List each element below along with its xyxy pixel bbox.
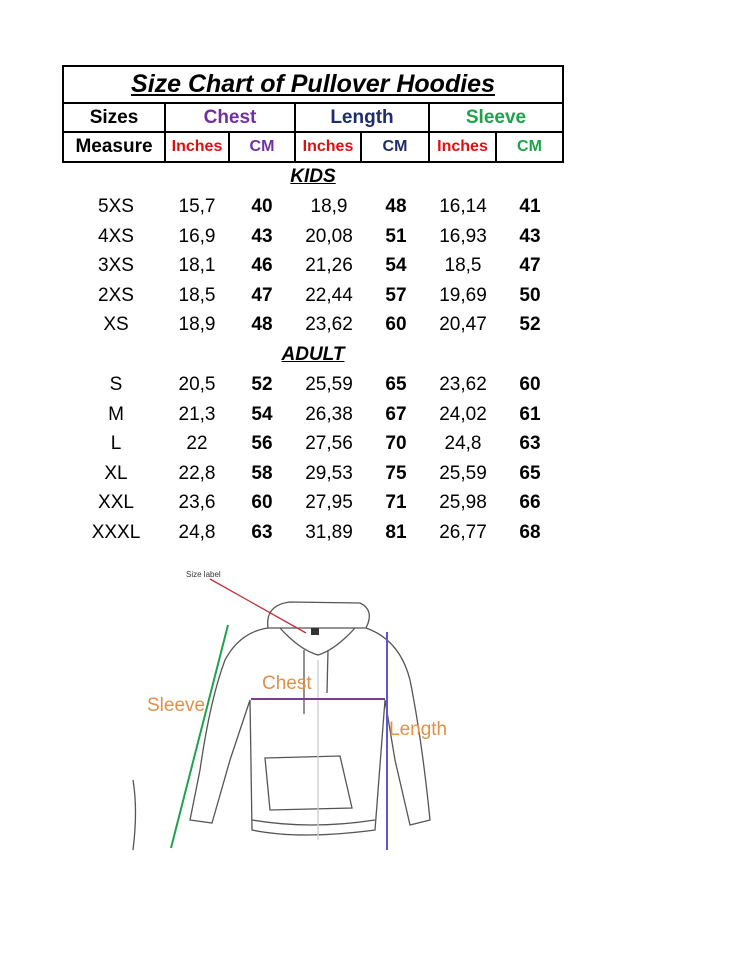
length-cm-cell: 48: [385, 196, 407, 217]
chest-header: Chest: [165, 103, 295, 132]
sleeve-inches-cell: 23,62: [439, 374, 487, 395]
length-cm-cell: 57: [385, 284, 407, 306]
size-cell: XXXL: [91, 522, 141, 543]
size-cell: XS: [103, 314, 129, 336]
chest-cm-cell: 60: [251, 492, 273, 514]
sleeve-inches-cell: 16,93: [439, 225, 487, 247]
chest-inches-cell: 22,8: [178, 462, 216, 484]
length-inches-cell: 22,44: [305, 284, 353, 306]
chest-cm-cell: 63: [251, 522, 273, 543]
length-inches-cell: 20,08: [305, 225, 353, 247]
size-cell: 3XS: [98, 255, 134, 277]
length-inches-cell: 31,89: [305, 522, 353, 543]
size-cell: S: [109, 374, 123, 395]
chest-inches-cell: 20,5: [178, 374, 216, 395]
length-inches-cell: 25,59: [305, 374, 353, 395]
size-label-arrow: [210, 579, 306, 633]
sleeve-inches-cell: 16,14: [439, 196, 487, 217]
chest-cm-cell: 47: [251, 284, 273, 306]
sleeve-inches-cell: 24,02: [439, 403, 487, 425]
sleeve-cm-cell: 43: [519, 225, 541, 247]
chest-inches-cell: 16,9: [178, 225, 216, 247]
chest-inches-cell: 18,1: [178, 255, 216, 277]
length-inches-cell: 18,9: [310, 196, 348, 217]
size-cell: 4XS: [98, 225, 134, 247]
size-cell: L: [110, 433, 122, 455]
section-heading: ADULT: [281, 344, 345, 365]
sleeve-inches-cell: 18,5: [444, 255, 482, 277]
length-inches-cell: 27,95: [305, 492, 353, 514]
length-inches-cell: 29,53: [305, 462, 353, 484]
chest-cm-cell: 56: [251, 433, 273, 455]
length-cm-header: CM: [361, 132, 429, 162]
chest-inches-header: Inches: [165, 132, 229, 162]
sleeve-cm-cell: 47: [519, 255, 541, 277]
chest-inches-cell: 18,5: [178, 284, 216, 306]
length-cm-cell: 67: [385, 403, 407, 425]
sleeve-measure-line: [171, 625, 228, 848]
chest-inches-cell: 24,8: [178, 522, 216, 543]
sleeve-cm-cell: 63: [519, 433, 541, 455]
chest-inches-cell: 22: [186, 433, 208, 455]
chest-inches-cell: 18,9: [178, 314, 216, 336]
length-label: Length: [389, 719, 448, 740]
chest-cm-cell: 48: [251, 314, 273, 336]
sleeve-cm-cell: 60: [519, 374, 541, 395]
section-heading: KIDS: [290, 166, 336, 187]
measure-header: Measure: [63, 132, 165, 162]
sleeve-label: Sleeve: [147, 695, 206, 716]
sleeve-cm-cell: 65: [519, 462, 541, 484]
sleeve-inches-cell: 25,59: [439, 462, 487, 484]
length-cm-cell: 70: [385, 433, 407, 455]
length-cm-cell: 54: [385, 255, 407, 277]
chest-cm-cell: 58: [251, 462, 273, 484]
sleeve-inches-cell: 19,69: [439, 284, 487, 306]
chest-cm-header: CM: [229, 132, 295, 162]
size-cell: 5XS: [98, 196, 134, 217]
size-cell: M: [108, 403, 124, 425]
sleeve-inches-header: Inches: [429, 132, 496, 162]
sleeve-cm-cell: 61: [519, 403, 541, 425]
size-label-tag: [311, 628, 319, 635]
length-cm-cell: 81: [385, 522, 407, 543]
sleeve-cm-cell: 68: [519, 522, 541, 543]
length-header: Length: [295, 103, 429, 132]
sleeve-inches-cell: 25,98: [439, 492, 487, 514]
sleeve-inches-cell: 20,47: [439, 314, 487, 336]
length-cm-cell: 51: [385, 225, 407, 247]
length-cm-cell: 65: [385, 374, 407, 395]
length-inches-cell: 23,62: [305, 314, 353, 336]
chest-cm-cell: 40: [251, 196, 273, 217]
sleeve-cm-cell: 66: [519, 492, 541, 514]
chest-cm-cell: 43: [251, 225, 273, 247]
length-inches-cell: 21,26: [305, 255, 353, 277]
size-cell: XL: [104, 462, 128, 484]
sleeve-cm-cell: 50: [519, 284, 541, 306]
length-cm-cell: 71: [385, 492, 407, 514]
sleeve-cm-header: CM: [496, 132, 563, 162]
length-inches-cell: 27,56: [305, 433, 353, 455]
chest-inches-cell: 23,6: [178, 492, 216, 514]
sleeve-cm-cell: 41: [519, 196, 541, 217]
length-cm-cell: 75: [385, 462, 407, 484]
sleeve-inches-cell: 26,77: [439, 522, 487, 543]
chart-title: Size Chart of Pullover Hoodies: [63, 66, 563, 103]
chest-label: Chest: [262, 673, 312, 694]
length-inches-header: Inches: [295, 132, 361, 162]
sleeve-header: Sleeve: [429, 103, 563, 132]
size-cell: XXL: [98, 492, 134, 514]
length-cm-cell: 60: [385, 314, 407, 336]
sleeve-inches-cell: 24,8: [444, 433, 482, 455]
length-inches-cell: 26,38: [305, 403, 353, 425]
size-cell: 2XS: [98, 284, 134, 306]
sleeve-cm-cell: 52: [519, 314, 541, 336]
size-label-text: Size label: [186, 570, 221, 579]
sizes-header: Sizes: [63, 103, 165, 132]
chest-inches-cell: 15,7: [178, 196, 216, 217]
chest-inches-cell: 21,3: [178, 403, 216, 425]
chest-cm-cell: 52: [251, 374, 273, 395]
chest-cm-cell: 46: [251, 255, 273, 277]
chest-cm-cell: 54: [251, 403, 273, 425]
